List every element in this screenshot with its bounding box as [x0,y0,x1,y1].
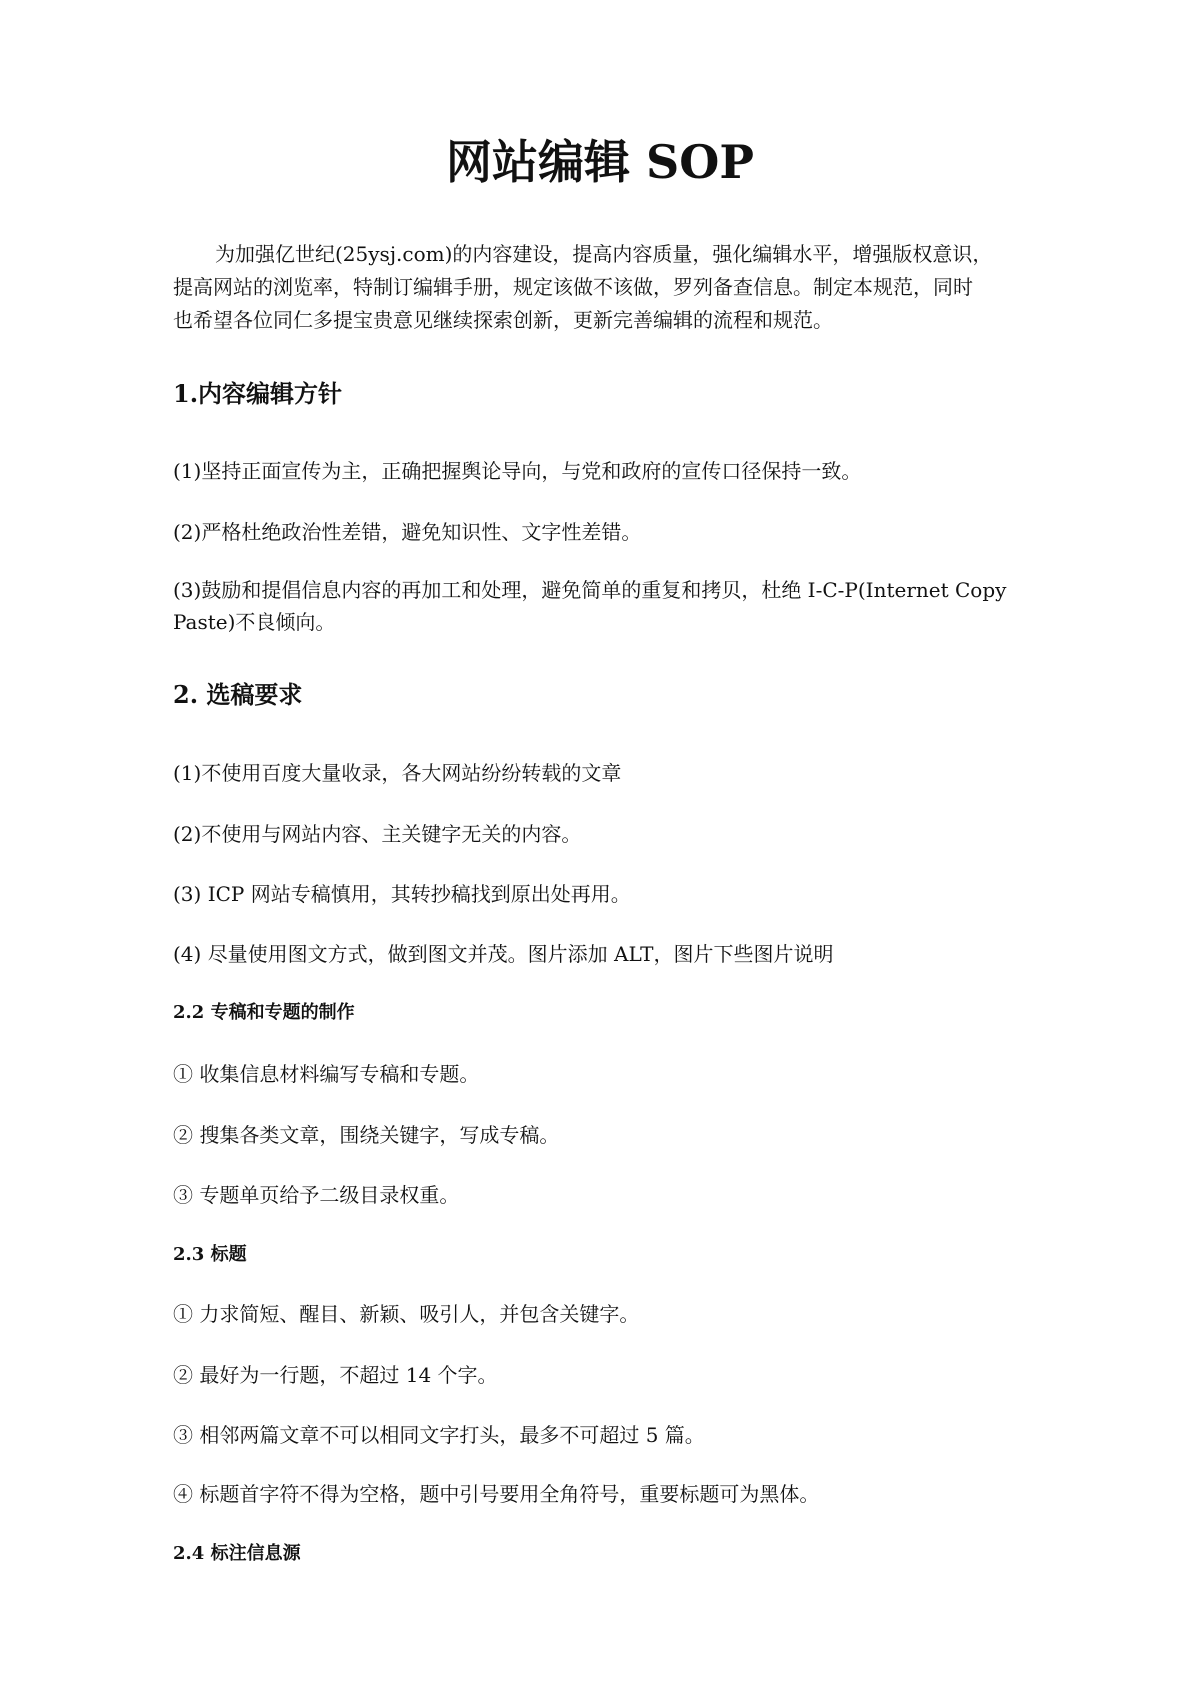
document-title: 网站编辑 SOP [446,135,754,189]
list-item: (2)不使用与网站内容、主关键字无关的内容。 [173,822,582,846]
list-item: ③ 相邻两篇文章不可以相同文字打头，最多不可超过 5 篇。 [173,1423,705,1447]
intro-line: 也希望各位同仁多提宝贵意见继续探索创新，更新完善编辑的流程和规范。 [173,308,833,332]
list-item: (3)鼓励和提倡信息内容的再加工和处理，避免简单的重复和拷贝，杜绝 I-C-P(Internet Copy [173,578,1007,602]
subsection-heading-2-2: 2.2 专稿和专题的制作 [173,1002,355,1023]
list-item: ④ 标题首字符不得为空格，题中引号要用全角符号，重要标题可为黑体。 [173,1482,820,1506]
list-item-continued: Paste)不良倾向。 [173,610,336,634]
section-heading-2: 2. 选稿要求 [173,680,303,709]
list-item: ① 力求简短、醒目、新颖、吸引人，并包含关键字。 [173,1302,640,1326]
list-item: (1)不使用百度大量收录，各大网站纷纷转载的文章 [173,761,622,785]
subsection-heading-2-4: 2.4 标注信息源 [173,1543,301,1564]
list-item: (2)严格杜绝政治性差错，避免知识性、文字性差错。 [173,520,642,544]
list-item: ③ 专题单页给予二级目录权重。 [173,1183,460,1207]
intro-line: 为加强亿世纪(25ysj.com)的内容建设，提高内容质量，强化编辑水平，增强版权意识， [215,242,993,266]
list-item: ② 最好为一行题，不超过 14 个字。 [173,1363,498,1387]
list-item: ① 收集信息材料编写专稿和专题。 [173,1062,480,1086]
section-heading-1: 1.内容编辑方针 [173,379,343,408]
list-item: (4) 尽量使用图文方式，做到图文并茂。图片添加 ALT，图片下些图片说明 [173,942,834,966]
list-item: ② 搜集各类文章，围绕关键字，写成专稿。 [173,1123,560,1147]
list-item: (1)坚持正面宣传为主，正确把握舆论导向，与党和政府的宣传口径保持一致。 [173,459,862,483]
subsection-heading-2-3: 2.3 标题 [173,1244,247,1265]
list-item: (3) ICP 网站专稿慎用，其转抄稿找到原出处再用。 [173,882,631,906]
intro-line: 提高网站的浏览率，特制订编辑手册，规定该做不该做，罗列备查信息。制定本规范，同时 [173,275,973,299]
